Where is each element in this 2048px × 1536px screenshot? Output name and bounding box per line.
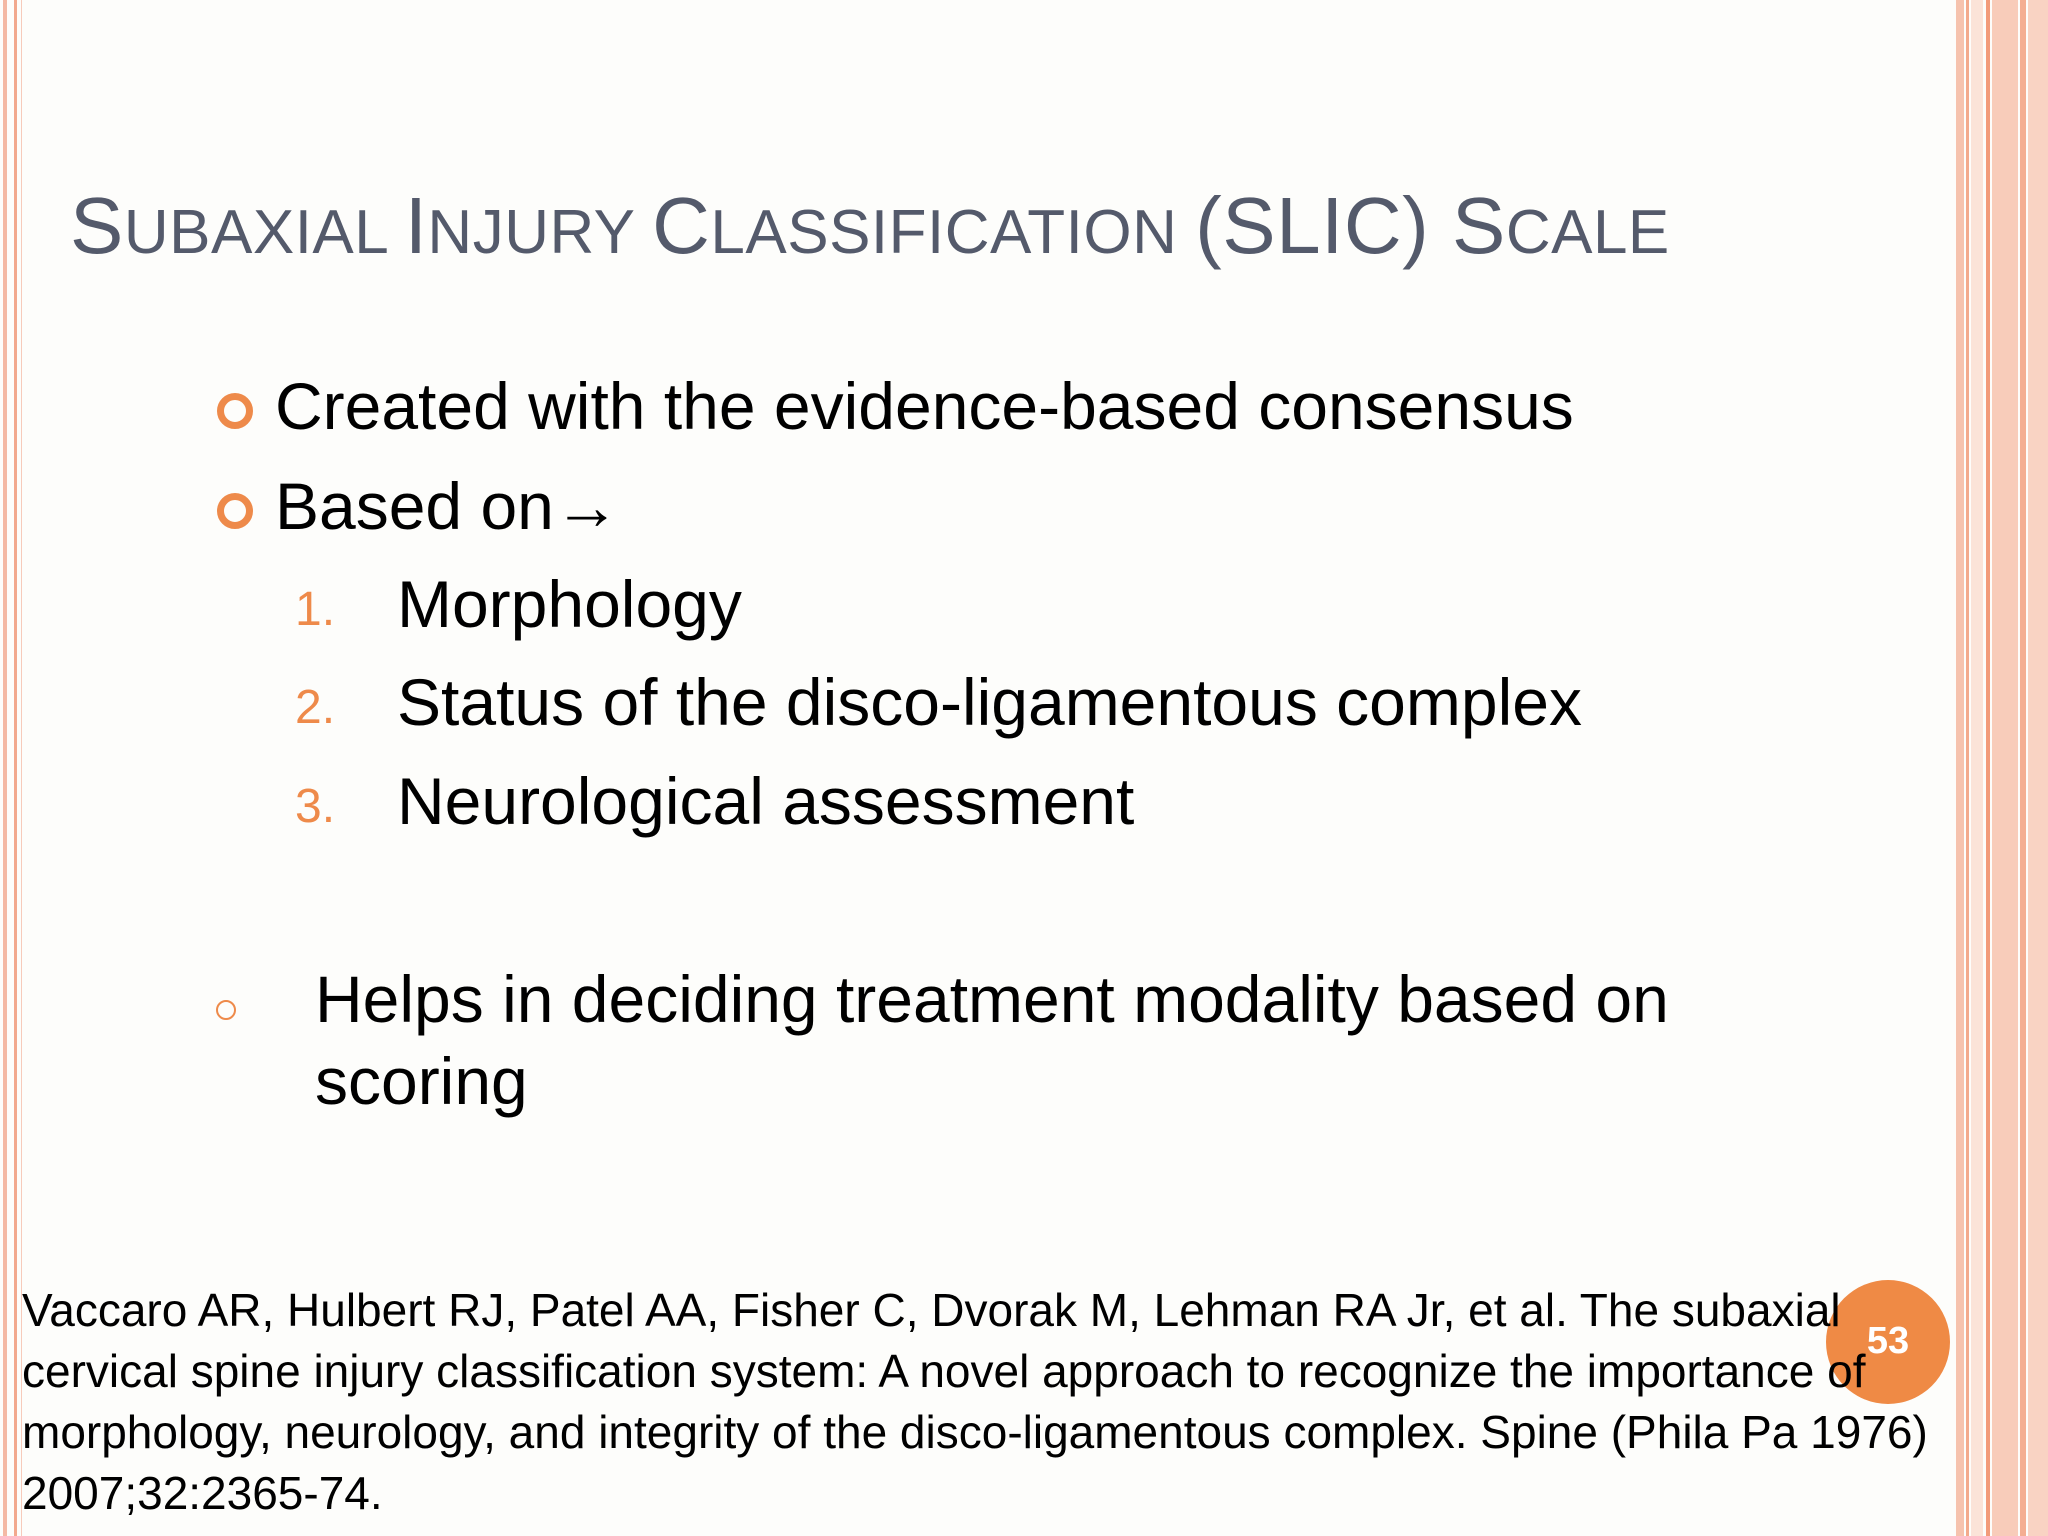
small-ring-icon (216, 1000, 236, 1020)
reference-text: Vaccaro AR, Hulbert RJ, Patel AA, Fisher C, Dvorak M, Lehman RA Jr, et al. The subaxial cervical spine injury classification system: A novel approach to recognize the importance of morphology, neurology, and integrity of the disco-ligamentous complex. Spine (Phila Pa 1976) 2007;32:2365-74. (22, 1284, 1928, 1519)
list-number: 2. (295, 681, 336, 734)
title-part-cap: S (1451, 181, 1506, 270)
secondary-bullet-text: Helps in deciding treatment modality based on scoring (315, 962, 1669, 1118)
title-part-small: CALE (1505, 198, 1670, 267)
slide-title (70, 180, 1920, 272)
left-border-line (3, 0, 7, 1536)
title-part-cap: S (70, 181, 124, 270)
bullet-ring-icon (217, 493, 253, 529)
list-number: 1. (295, 583, 336, 636)
bullet-ring-icon (217, 393, 253, 429)
title-part-cap: C (652, 181, 711, 270)
list-item: Status of the disco-ligamentous complex (397, 665, 1582, 739)
reference-citation (22, 1280, 1972, 1524)
page-number: 53 (1866, 1320, 1910, 1362)
list-number: 3. (295, 780, 336, 833)
list-item: Morphology (397, 567, 742, 641)
bullet-item: Based on→ (275, 469, 620, 543)
title-part-cap: I (404, 181, 428, 270)
title-part-small: NJURY (427, 198, 653, 267)
title-part-small: LASSIFICATION (710, 198, 1196, 267)
left-border-line (14, 0, 17, 1536)
list-item: Neurological assessment (397, 764, 1135, 838)
title-part-cap: (SLIC) (1195, 181, 1452, 270)
bullet-item: Created with the evidence-based consensus (275, 369, 1574, 443)
title-part-small: UBAXIAL (123, 198, 405, 267)
